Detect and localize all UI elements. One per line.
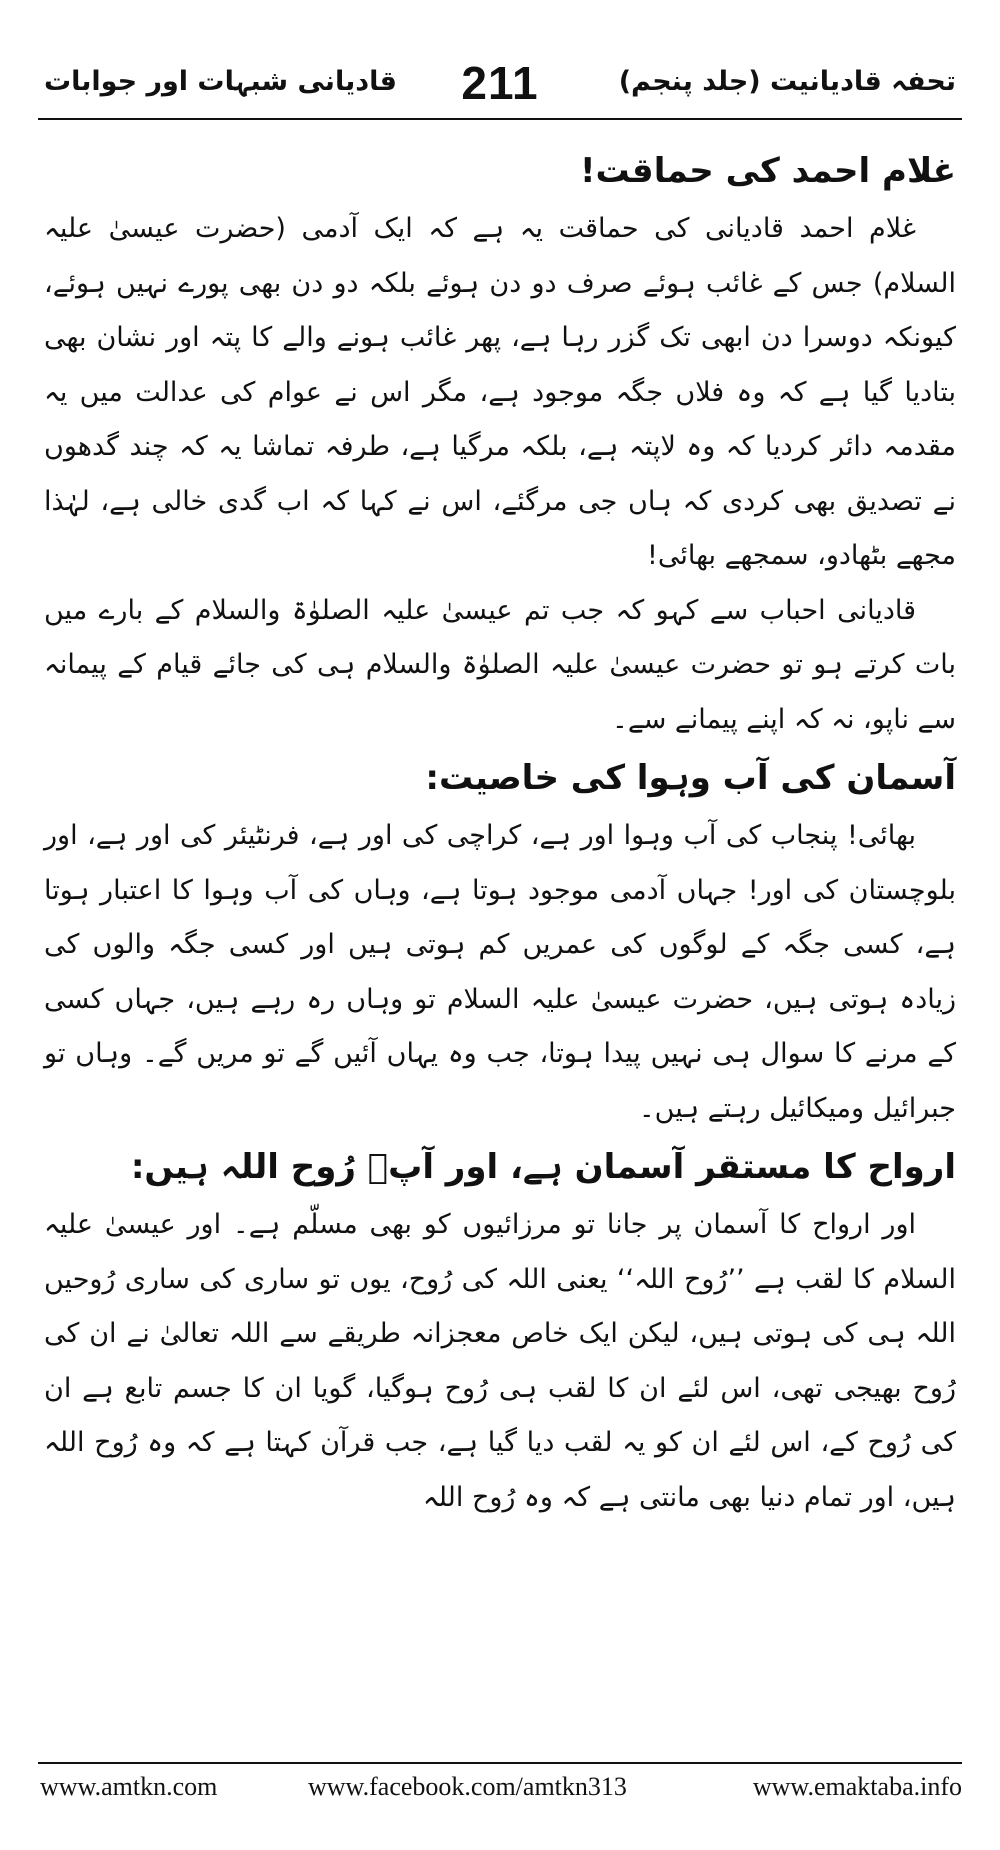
book-title: تحفہ قادیانیت (جلد پنجم) [618,66,956,97]
footer-link-amtkn[interactable]: www.amtkn.com [40,1772,218,1801]
paragraph-4: اور ارواح کا آسمان پر جانا تو مرزائیوں کو بھی مسلّم ہے۔ اور عیسیٰ علیہ السلام کا لقب ہے ’’رُوح اللہ‘‘ یعنی اللہ کی رُوح، یوں تو ساری کی ساری رُوحیں اللہ ہی کی ہوتی ہیں، لیکن ایک خاص معجزانہ طریقے سے اللہ تعالیٰ نے ان کی رُوح بھیجی تھی، اس لئے ان کا لقب ہی رُوح ہوگیا، گویا ان کا جسم تابع ہے ان کی رُوح کے، اس لئے ان کو یہ لقب دیا گیا ہے، جب قرآن کہتا ہے کہ وہ رُوح اللہ ہیں، اور تمام دنیا بھی مانتی ہے کہ وہ رُوح اللہ [44,1209,956,1513]
page-body [44,140,956,1525]
page-header [38,52,962,120]
footer-link-facebook[interactable]: www.facebook.com/amtkn313 [308,1772,627,1801]
section-heading-2: آسمان کی آب وہوا کی خاصیت: [425,758,956,798]
footer-link-emaktaba[interactable]: www.emaktaba.info [752,1772,962,1801]
section-title: قادیانی شبہات اور جوابات [44,66,397,97]
page-number: 211 [461,57,539,109]
paragraph-1: غلام احمد قادیانی کی حماقت یہ ہے کہ ایک آدمی (حضرت عیسیٰ علیہ السلام) جس کے غائب ہوئے صرف دو دن ہوئے بلکہ دو دن بھی پورے نہیں ہوئے، کیونکہ دوسرا دن ابھی تک گزر رہا ہے، پھر غائب ہونے والے کا پتہ اور نشان بھی بتادیا گیا ہے کہ وہ فلاں جگہ موجود ہے، مگر اس نے عوام کی عدالت میں یہ مقدمہ دائر کردیا کہ وہ لاپتہ ہے، بلکہ مرگیا ہے، طرفہ تماشا یہ کہ چند گدھوں نے تصدیق بھی کردی کہ ہاں جی مرگئے، اس نے کہا کہ اب گدی خالی ہے، لہٰذا مجھے بٹھادو، سمجھے بھائی! [44,213,956,571]
paragraph-3: بھائی! پنجاب کی آب وہوا اور ہے، کراچی کی اور ہے، فرنٹیئر کی اور ہے، اور بلوچستان کی اور! جہاں آدمی موجود ہوتا ہے، وہاں کی آب وہوا کا اعتبار ہوتا ہے، کسی جگہ کے لوگوں کی عمریں کم ہوتی ہیں اور کسی جگہ والوں کی زیادہ ہوتی ہیں، حضرت عیسیٰ علیہ السلام تو وہاں رہ رہے ہیں، جہاں کسی کے مرنے کا سوال ہی نہیں پیدا ہوتا، جب وہ یہاں آئیں گے تو مریں گے۔ وہاں تو جبرائیل ومیکائیل رہتے ہیں۔ [44,820,956,1124]
paragraph-2: قادیانی احباب سے کہو کہ جب تم عیسیٰ علیہ الصلوٰۃ والسلام کے بارے میں بات کرتے ہو تو حضرت عیسیٰ علیہ الصلوٰۃ والسلام ہی کی جائے قیام کے پیمانہ سے ناپو، نہ کہ اپنے پیمانے سے۔ [44,594,956,735]
section-heading-1: غلام احمد کی حماقت! [579,151,956,191]
page-footer [38,1762,962,1814]
section-heading-3: ارواح کا مستقر آسمان ہے، اور آپؑ رُوح اللہ ہیں: [130,1147,956,1187]
